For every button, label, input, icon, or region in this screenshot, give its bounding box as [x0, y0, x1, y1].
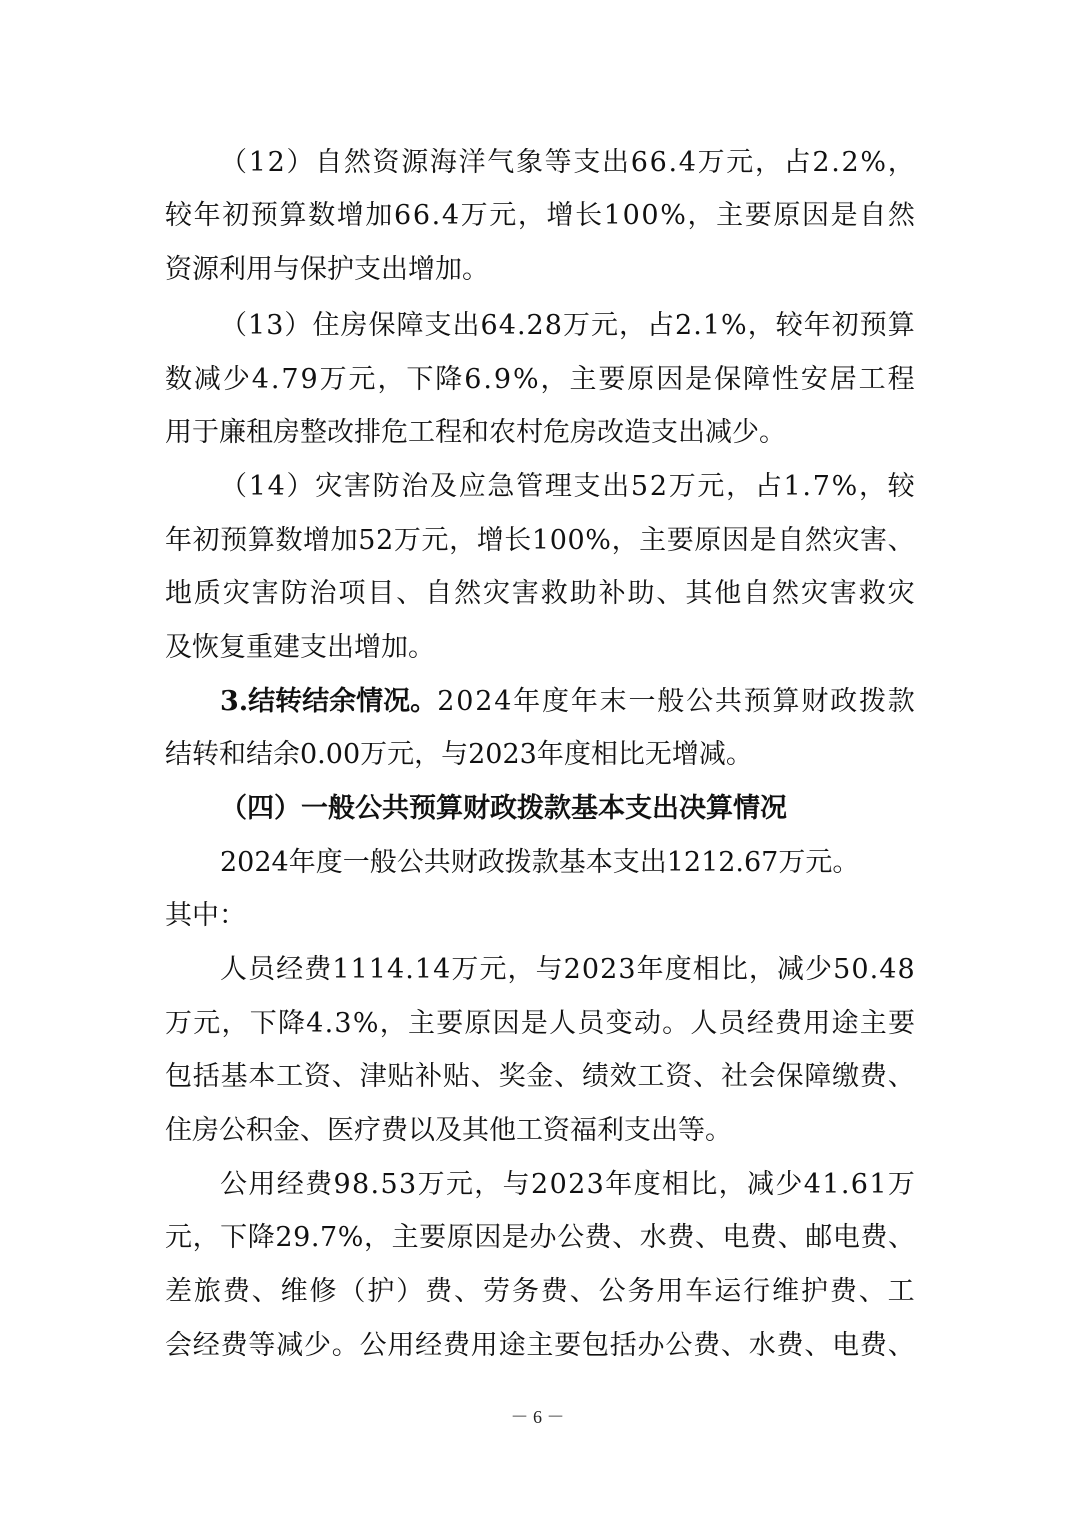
p12-line-3: 资源利用与保护支出增加。 — [165, 254, 489, 285]
public-line-4: 会 经 费 等 减 少 。 公 用 经 费 用 途 主 要 包 括 办 公 费 、 水 费 、 电 费 、 — [165, 1330, 915, 1361]
public-line-1: 公 用 经 费 9 8 . 5 3 万 元 ， 与 2 0 2 3 年 度 相 比 ， 减 少 4 1 . 6 1 万 — [220, 1169, 915, 1200]
page-number: － 6 － — [510, 1407, 565, 1427]
p3-line-1-text: 2 0 2 4 年 度 年 末 一 般 公 共 预 算 财 政 拨 款 — [437, 686, 915, 717]
p13-line-3: 用于廉租房整改排危工程和农村危房改造支出减少。 — [165, 417, 786, 448]
personnel-line-3: 包 括 基 本 工 资 、 津 贴 补 贴 、 奖 金 、 绩 效 工 资 、 社 会 保 障 缴 费 、 — [165, 1061, 915, 1092]
p3-line-2: 结转和结余0.00万元，与2023年度相比无增减。 — [165, 739, 753, 770]
intro-line-2: 其中： — [165, 900, 246, 931]
section-heading: （四）一般公共预算财政拨款基本支出决算情况 — [220, 793, 787, 824]
p3-lead: 3.结转结余情况。 — [220, 686, 438, 717]
p3-line-1 — [220, 682, 915, 722]
p14-line-1: （ 1 4 ） 灾 害 防 治 及 应 急 管 理 支 出 5 2 万 元 ， 占 1 . 7 % ， 较 — [220, 471, 915, 502]
personnel-line-2: 万 元 ， 下 降 4 . 3 % ， 主 要 原 因 是 人 员 变 动 。 人 员 经 费 用 途 主 要 — [165, 1008, 915, 1039]
p12-line-2: 较 年 初 预 算 数 增 加 6 6 . 4 万 元 ， 增 长 1 0 0 % ， 主 要 原 因 是 自 然 — [165, 200, 915, 231]
p14-line-4: 及恢复重建支出增加。 — [165, 632, 435, 663]
personnel-line-1: 人 员 经 费 1 1 1 4 . 1 4 万 元 ， 与 2 0 2 3 年 度 相 比 ， 减 少 5 0 . 4 8 — [220, 954, 915, 985]
public-line-3: 差 旅 费 、 维 修 （ 护 ） 费 、 劳 务 费 、 公 务 用 车 运 行 维 护 费 、 工 — [165, 1276, 915, 1307]
public-line-2: 元 ， 下 降 2 9 . 7 % ， 主 要 原 因 是 办 公 费 、 水 费 、 电 费 、 邮 电 费 、 — [165, 1222, 915, 1253]
p12-line-1: （ 1 2 ） 自 然 资 源 海 洋 气 象 等 支 出 6 6 . 4 万 元 ， 占 2 . 2 % ， — [220, 147, 915, 178]
p14-line-3: 地 质 灾 害 防 治 项 目 、 自 然 灾 害 救 助 补 助 、 其 他 自 然 灾 害 救 灾 — [165, 578, 915, 609]
p13-line-2: 数 减 少 4 . 7 9 万 元 ， 下 降 6 . 9 % ， 主 要 原 因 是 保 障 性 安 居 工 程 — [165, 364, 915, 395]
intro-line-1: 2024年度一般公共财政拨款基本支出1212.67万元。 — [220, 847, 860, 878]
p14-line-2: 年 初 预 算 数 增 加 5 2 万 元 ， 增 长 1 0 0 % ， 主 要 原 因 是 自 然 灾 害 、 — [165, 525, 915, 556]
personnel-line-4: 住房公积金、医疗费以及其他工资福利支出等。 — [165, 1115, 732, 1146]
p13-line-1: （ 1 3 ） 住 房 保 障 支 出 6 4 . 2 8 万 元 ， 占 2 . 1 % ， 较 年 初 预 算 — [220, 310, 915, 341]
